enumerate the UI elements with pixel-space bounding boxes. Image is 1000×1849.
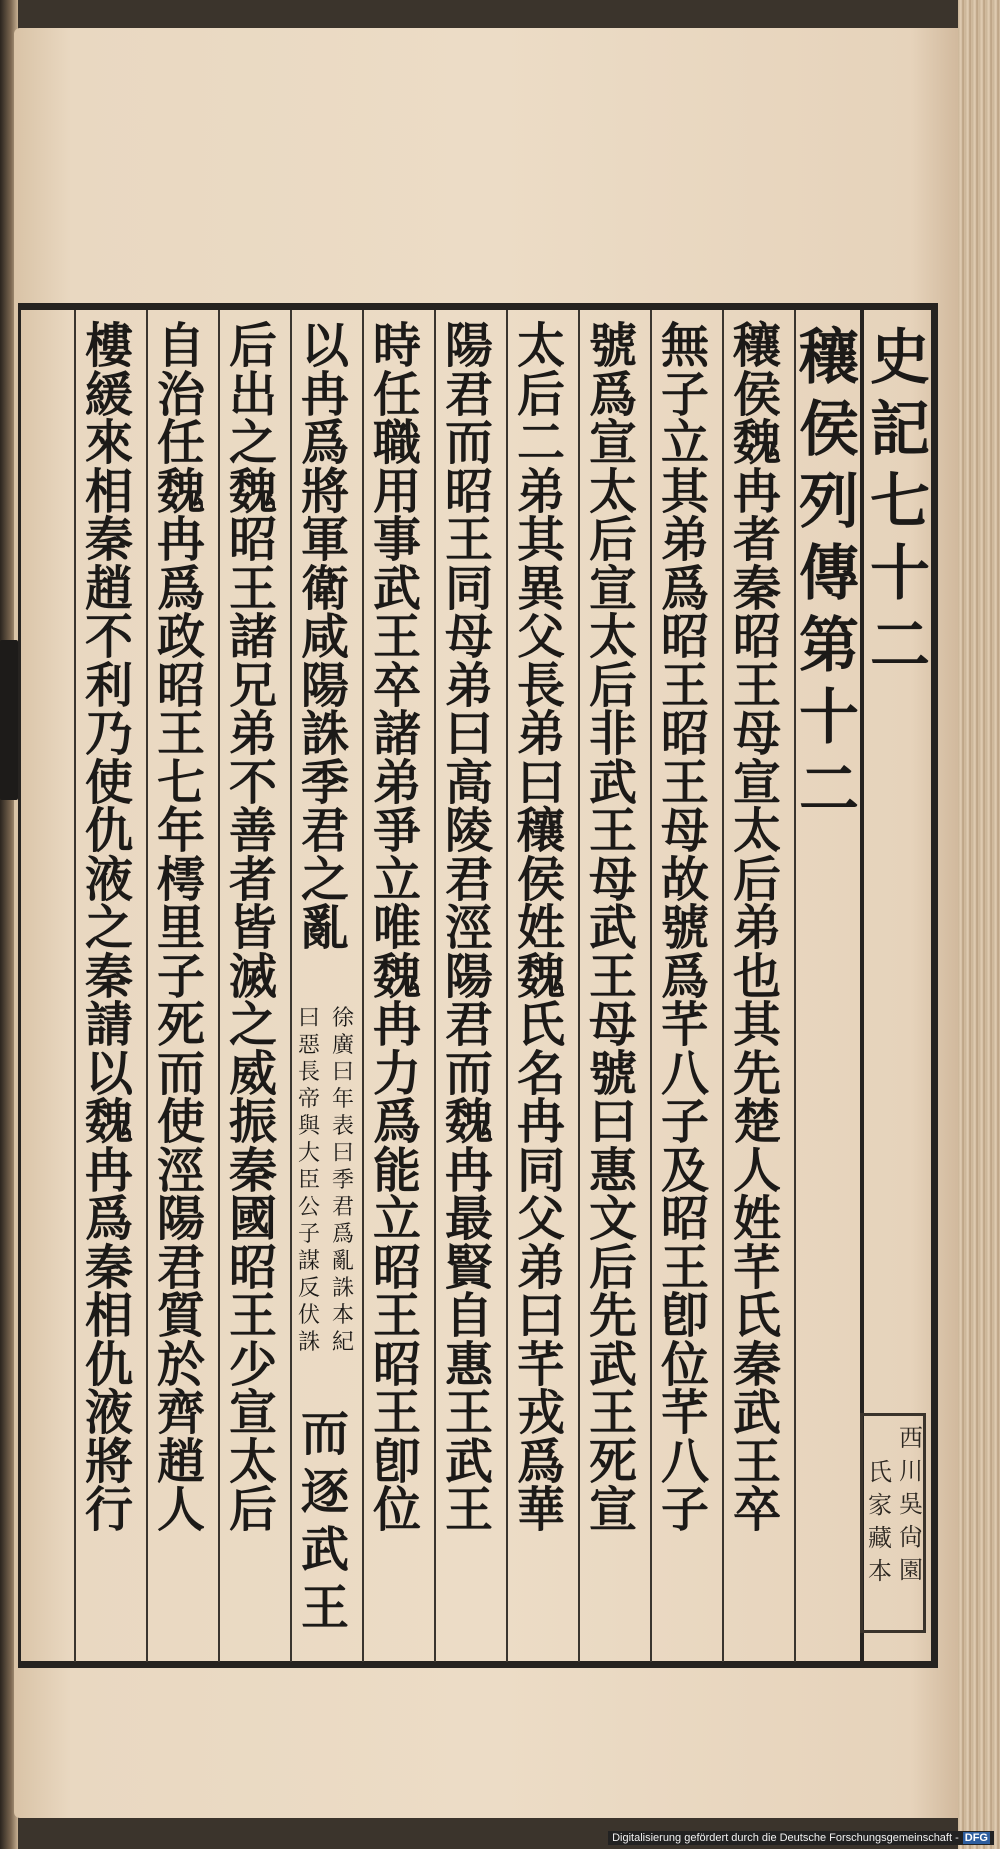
text-column-1: 穰侯魏冉者秦昭王母宣太后弟也其先楚人姓芊氏秦武王卒 (732, 318, 781, 1538)
commentary-note-right: 徐廣曰年表曰季君爲亂誅本紀 (331, 1006, 354, 1355)
text-column-3: 號爲宣太后宣太后非武王母武王母號曰惠文后先武王死宣 (588, 318, 637, 1538)
text-column-10: 樓緩來相秦趙不利乃使仇液之秦請以魏冉爲秦相仇液將行 (84, 318, 133, 1538)
commentary-note-left: 曰惡長帝與大臣公子謀反伏誅 (297, 1006, 320, 1355)
text-column-5: 陽君而昭王同母弟曰高陵君涇陽君而魏冉最賢自惠王武王 (444, 318, 493, 1538)
text-column-2: 無子立其弟爲昭王昭王母故號爲芊八子及昭王卽位芊八子 (660, 318, 709, 1538)
seal-text-right: 西川吳尙園 (899, 1424, 923, 1584)
seal-text-left: 氏家藏本 (868, 1458, 892, 1585)
library-stamp-strip (0, 640, 18, 800)
text-column-6: 時任職用事武王卒諸弟爭立唯魏冉力爲能立昭王昭王卽位 (372, 318, 421, 1538)
text-column-9: 自治任魏冉爲政昭王七年樗里子死而使涇陽君質於齊趙人 (156, 318, 205, 1538)
running-title: 史記七十二 (870, 323, 930, 681)
digitization-credit (608, 1831, 994, 1845)
text-column-7-tail: 而逐武王 (300, 1406, 349, 1636)
ownership-seal (860, 1413, 926, 1633)
text-column-7: 以冉爲將軍衛咸陽誅季君之亂 (300, 318, 349, 956)
dfg-logo: DFG (964, 1832, 988, 1844)
chapter-title: 穰侯列傳第十二 (799, 323, 859, 825)
credit-text: Digitalisierung gefördert durch die Deutsche Forschungsgemeinschaft - (612, 1832, 959, 1844)
text-column-4: 太后二弟其異父長弟曰穰侯姓魏氏名冉同父弟曰芊戎爲華 (516, 318, 565, 1538)
page-stack-edge (958, 0, 1000, 1849)
text-column-8: 后出之魏昭王諸兄弟不善者皆滅之威振秦國昭王少宣太后 (228, 318, 277, 1538)
